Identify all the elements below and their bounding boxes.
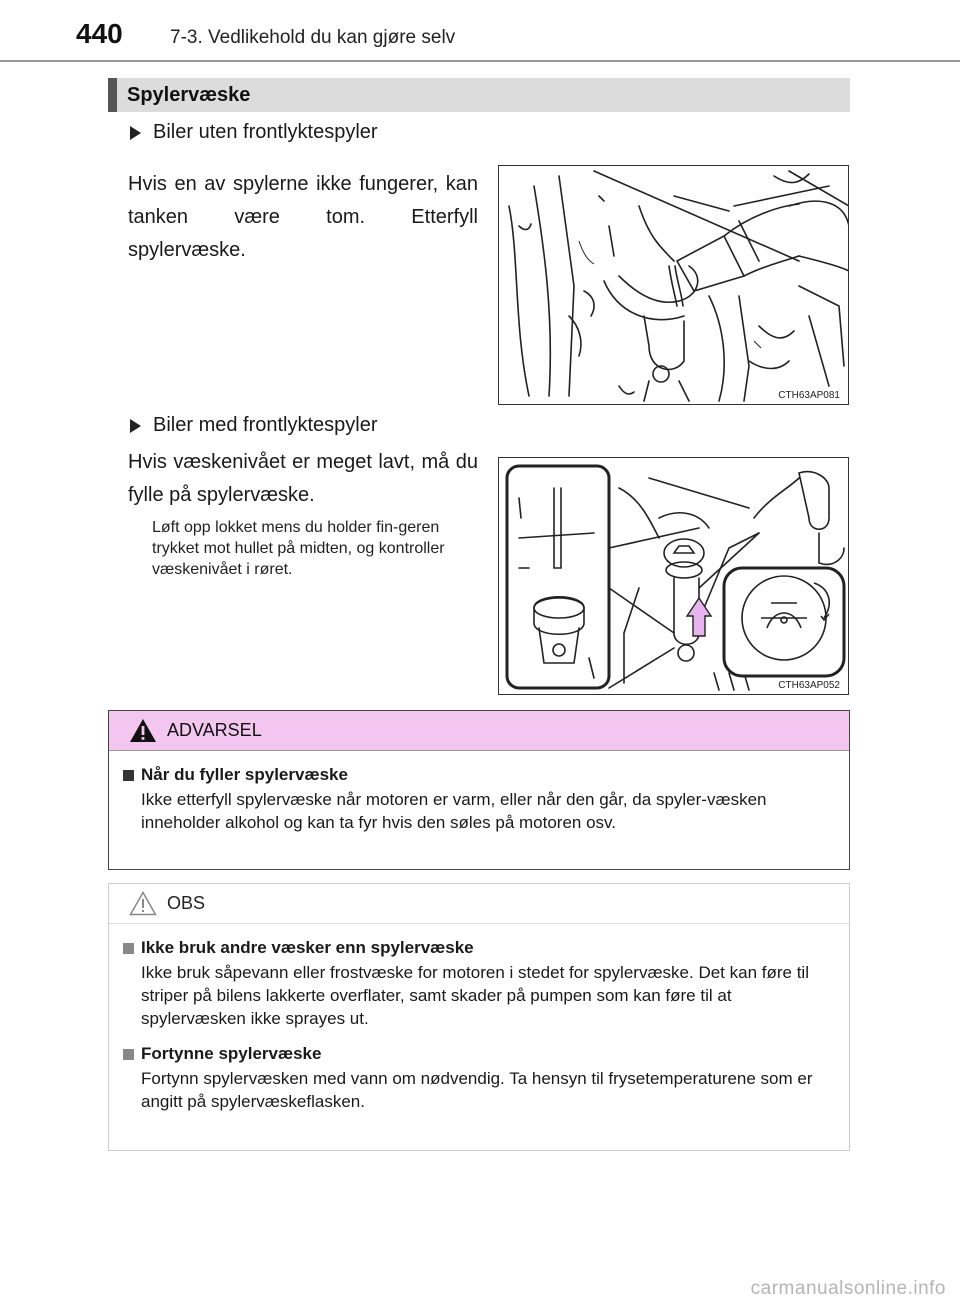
square-bullet-icon (123, 1049, 134, 1060)
caution-item-title (123, 1044, 837, 1064)
page-number: 440 (76, 18, 123, 49)
caution-item-text: Ikke bruk såpevann eller frostvæske for motoren i stedet for spylervæske. Det kan føre til striper på bilens lakkerte overflater, samt skader på pumpen som kan føre til at spylervæsken ikke sprayes ut. (141, 963, 809, 1028)
caution-item-title-text: Fortynne spylervæske (141, 1044, 322, 1063)
caution-header (109, 884, 849, 924)
caution-item (109, 1044, 849, 1113)
triangle-bullet-icon (130, 126, 141, 140)
page-header (0, 0, 960, 64)
caution-triangle-icon (129, 891, 157, 916)
subsection-heading-without-washers (130, 121, 378, 144)
header-rule (0, 60, 960, 62)
figure-pouring-washer-fluid (498, 165, 849, 405)
warning-item-title-text: Når du fyller spylervæske (141, 765, 348, 784)
warning-triangle-icon (129, 718, 157, 743)
figure-code: CTH63AP052 (778, 680, 840, 691)
triangle-bullet-icon (130, 419, 141, 433)
section-title: Spylervæske (127, 83, 251, 106)
illustration-pouring-fluid (499, 166, 849, 405)
subsection-note: Løft opp lokket mens du holder fin-geren trykket mot hullet på midten, og kontroller væskenivået i røret. (152, 519, 445, 578)
illustration-level-check (499, 458, 849, 695)
figure-checking-fluid-level (498, 457, 849, 695)
section-accent (108, 78, 117, 112)
caution-label: OBS (167, 893, 206, 913)
warning-label: ADVARSEL (167, 720, 262, 740)
subsection-body-with-washers: Hvis væskenivået er meget lavt, må du fylle på spylervæske. (128, 451, 478, 506)
caution-item-title (123, 938, 837, 958)
caution-item-text: Fortynn spylervæsken med vann om nødvendig. Ta hensyn til frysetemperaturene som er angitt på spylervæskeflasken. (141, 1069, 813, 1111)
caution-box (108, 883, 850, 1151)
warning-header (109, 711, 849, 751)
subsection-body-without-washers: Hvis en av spylerne ikke fungerer, kan tanken være tom. Etterfyll spylervæske. (128, 173, 478, 261)
square-bullet-icon (123, 770, 134, 781)
subsection-heading-with-washers (130, 414, 378, 437)
caution-item (109, 938, 849, 1030)
warning-item (109, 765, 849, 834)
square-bullet-icon (123, 943, 134, 954)
caution-item-title-text: Ikke bruk andre væsker enn spylervæske (141, 938, 474, 957)
figure-code: CTH63AP081 (778, 390, 840, 401)
subsection-heading-text: Biler uten frontlyktespyler (153, 121, 378, 143)
watermark: carmanualsonline.info (750, 1278, 946, 1299)
chapter-title: 7-3. Vedlikehold du kan gjøre selv (170, 27, 456, 48)
section-title-bar (108, 78, 850, 112)
subsection-heading-text: Biler med frontlyktespyler (153, 414, 378, 436)
warning-box (108, 710, 850, 870)
warning-item-text: Ikke etterfyll spylervæske når motoren er varm, eller når den går, da spyler-væsken inneholder alkohol og kan ta fyr hvis den søles på motoren osv. (141, 790, 767, 832)
warning-item-title (123, 765, 837, 785)
